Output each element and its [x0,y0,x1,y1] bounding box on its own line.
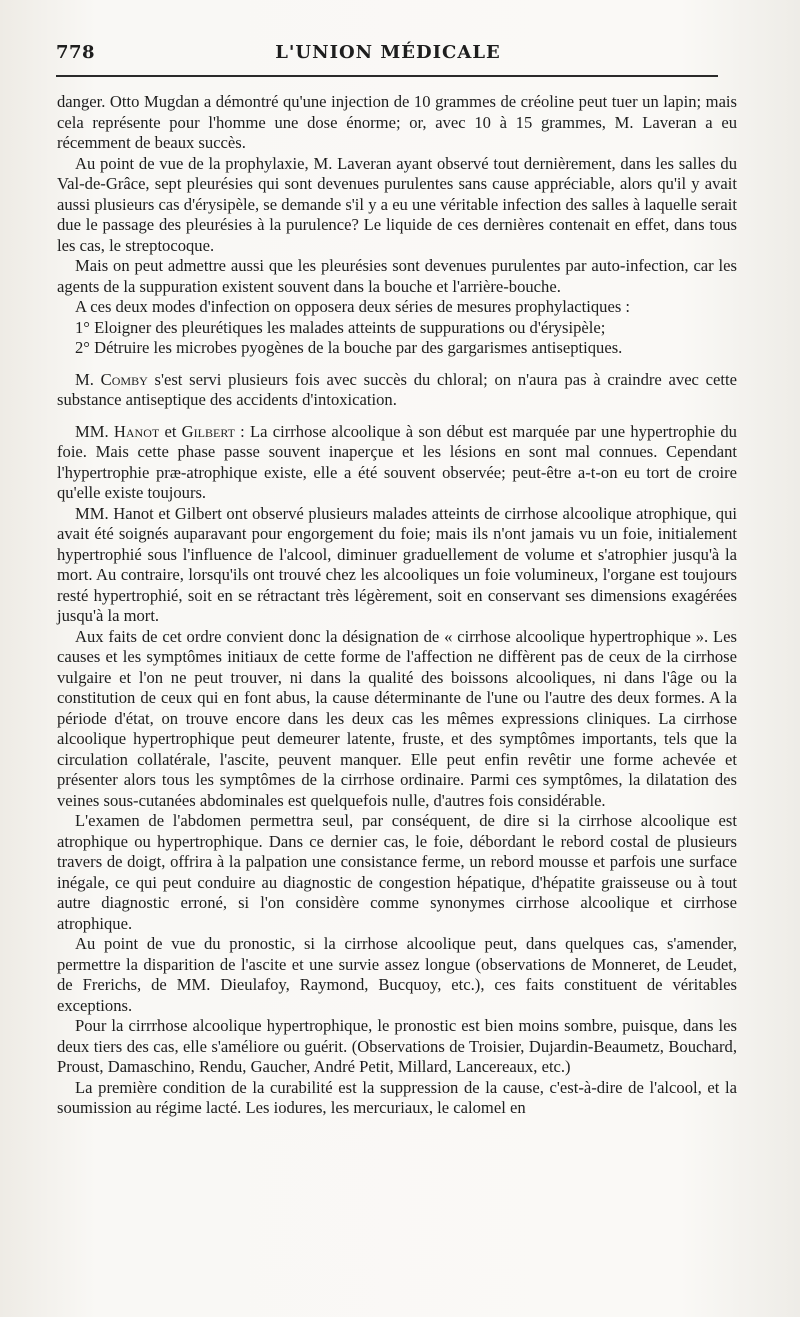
paragraph: Aux faits de cet ordre convient donc la désignation de « cirrhose alcoolique hypertrophique ». Les causes et les symptômes initiaux de cette forme de l'affection ne diffèrent pas de ceux de la cirrhose vulgaire et l'on ne peut trouver, ni dans la qualité des boissons alcooliques, ni dans l'âge ou la constitution de ceux qui en font abus, la cause déterminante de l'une ou l'autre des deux formes. A la période d'état, on trouve encore dans les deux cas les mêmes expressions cliniques. La cirrhose alcoolique hypertrophique peut demeurer latente, fruste, et des symptômes importants, tels que la circulation collatérale, l'ascite, peuvent manquer. Elle peut enfin revêtir une forme achevée et présenter alors tous les symptômes de la cirrhose ordinaire. Parmi ces symptômes, la dilatation des veines sous-cutanées abdominales est quelquefois nulle, d'autres fois considérable. [57,626,737,810]
paragraph-text: : La cirrhose alcoolique à son début est marquée par une hypertrophie du foie. Mais cette phase passe souvent inaperçue et les lésions en sont mal connues. Cependant l'hypertrophie præ-atrophique existe, elle a été souvent observée; peut-être a-t-on eu tort de croire qu'elle existe toujours. [57,421,737,502]
paragraph: A ces deux modes d'infection on opposera deux séries de mesures prophylactiques : [75,297,631,316]
page-header [56,42,720,72]
paragraph: L'examen de l'abdomen permettra seul, par conséquent, de dire si la cirrhose alcoolique est atrophique ou hypertrophique. Dans ce dernier cas, le foie, débordant le rebord costal de plusieurs travers de doigt, offrira à la palpation une consistance ferme, un rebord mousse et parfois une surface inégale, ce qui peut conduire au diagnostic de congestion hépatique, d'hépatite graisseuse ou à tout autre diagnostic erroné, si l'on considère comme synonymes cirrhose alcoolique et cirrhose atrophique. [57,811,737,933]
author-prefix: M. [75,369,94,389]
paragraph: Au point de vue de la prophylaxie, M. Laveran ayant observé tout dernièrement, dans les salles du Val-de-Grâce, sept pleurésies qui sont devenues purulentes sans cause appréciable, alors qu'il y avait aussi plusieurs cas d'érysipèle, se demande s'il y a eu une véritable infection des salles à laquelle serait due le passage des pleurésies à la purulence? Le liquide de ces dernières contenait en effet, dans tous les cas, le streptocoque. [57,153,737,255]
paragraph-hanot-gilbert [57,422,737,504]
paragraph: Mais on peut admettre aussi que les pleurésies sont devenues purulentes par auto-infection, car les agents de la suppuration existent souvent dans la bouche et l'arrière-bouche. [57,256,737,296]
paragraph: Pour la cirrrhose alcoolique hypertrophique, le pronostic est bien moins sombre, puisque, dans les deux tiers des cas, elle s'améliore ou guérit. (Observations de Troisier, Dujardin-Beaumetz, Bouchard, Proust, Damaschino, Rendu, Gaucher, André Petit, Millard, Lancereaux, etc.) [57,1016,737,1076]
paragraph: MM. Hanot et Gilbert ont observé plusieurs malades atteints de cirrhose alcoolique atrophique, qui avait été soignés auparavant pour engorgement du foie; mais ils n'ont jamais vu un foie, initialement hypertrophié sous l'influence de l'alcool, diminuer graduellement de volume et s'atrophier jusqu'à la mort. Au contraire, lorsqu'ils ont trouvé chez les alcooliques un foie volumineux, l'organe est toujours resté hypertrophié, soit en se rétractant très légèrement, soit en conservant ses dimensions exagérées jusqu'à la mort. [57,503,737,625]
list-item: 1° Eloigner des pleurétiques les malades atteints de suppurations ou d'érysipèle; [75,317,606,337]
paragraph: La première condition de la curabilité est la suppression de la cause, c'est-à-dire de l'alcool, et la soumission au régime lacté. Les iodures, les mercuriaux, le calomel en [57,1077,737,1117]
page-number: 778 [56,42,96,63]
author-name-hanot: Hanot [113,421,160,441]
paragraph-text: s'est servi plusieurs fois avec succès du chloral; on n'aura pas à craindre avec cette substance antiseptique des accidents d'intoxication. [57,369,737,409]
author-prefix: MM. [75,421,109,441]
header-rule [56,75,718,77]
paragraph: Au point de vue du pronostic, si la cirrhose alcoolique peut, dans quelques cas, s'amender, permettre la disparition de l'ascite et une survie assez longue (observations de Monneret, de Leudet, de Frerichs, de MM. Dieulafoy, Raymond, Bucquoy, etc.), ces faits constituent de véritables exceptions. [57,934,737,1015]
list-item: 2° Détruire les microbes pyogènes de la bouche par des gargarismes antiseptiques. [75,338,623,357]
author-name-comby: Comby [100,369,148,389]
paragraph-comby [57,370,737,411]
paragraph: danger. Otto Mugdan a démontré qu'une injection de 10 grammes de créoline peut tuer un lapin; mais cela représente pour l'homme une dose énorme; or, avec 10 à 15 grammes, M. Laveran a eu récemment de beaux succès. [57,92,737,152]
author-name-gilbert: Gilbert [181,421,235,441]
running-head-title: L'UNION MÉDICALE [275,42,501,63]
conjunction: et [164,421,177,441]
article-body [57,92,737,1119]
